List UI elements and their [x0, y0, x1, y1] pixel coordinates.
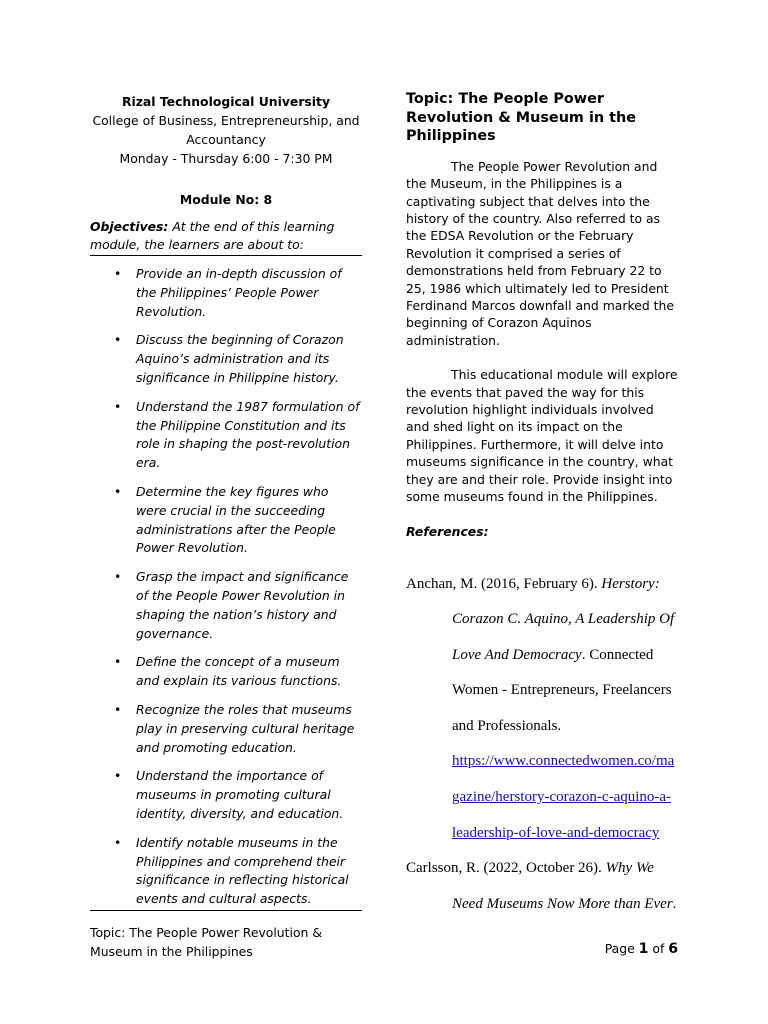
- reference-continuation: [406, 887, 678, 923]
- reference-publisher: and Professionals.: [452, 717, 562, 734]
- objective-item: [90, 767, 362, 823]
- objective-text: Determine the key figures who were crucial in the succeeding administrations after the People Power Revolution.: [136, 483, 336, 556]
- objective-text: Recognize the roles that museums play in preserving cultural heritage and promoting education.: [136, 701, 355, 755]
- intro-paragraph: The People Power Revolution and the Museum, in the Philippines is a captivating subject that delves into the history of the country. Also referred to as the EDSA Revolution or the February Revolution it comprised a series of demonstrations held from February 22 to 25, 1986 which ultimately led to President Ferdinand Marcos downfall and marked the beginning of Corazon Aquinos administration.: [406, 158, 674, 348]
- page-label: Page: [604, 941, 639, 956]
- objective-text: Understand the 1987 formulation of the Philippine Constitution and its role in shaping the post-revolution era.: [136, 398, 360, 471]
- bullet-icon: •: [114, 398, 122, 414]
- objective-text: Grasp the impact and significance of the People Power Revolution in shaping the nation’s history and governance.: [136, 569, 349, 641]
- objective-item: [90, 398, 362, 473]
- objective-item: [90, 653, 362, 691]
- reference-continuation: [406, 602, 678, 638]
- bullet-icon: •: [114, 654, 122, 670]
- topic-title: Topic: The People Power Revolution & Museum in the Philippines: [406, 91, 637, 145]
- reference-entry-2: [406, 851, 678, 922]
- bullet-icon: •: [114, 483, 122, 499]
- module-number: Module No: 8: [179, 192, 273, 207]
- reference-link[interactable]: https://www.connectedwomen.co/ma: [452, 753, 675, 770]
- current-page: 1: [638, 941, 649, 957]
- objective-item: [90, 265, 362, 321]
- bullet-icon: •: [114, 768, 122, 784]
- reference-publisher: . Connected: [581, 646, 654, 663]
- reference-continuation: [406, 780, 678, 816]
- bullet-icon: •: [114, 834, 122, 850]
- reference-title: Love And Democracy: [452, 646, 582, 663]
- bullet-icon: •: [114, 266, 122, 281]
- reference-entry-1: [406, 567, 678, 852]
- reference-title: Corazon C. Aquino, A Leadership Of: [452, 611, 675, 628]
- left-column: [90, 92, 362, 911]
- objective-item: [90, 331, 362, 387]
- university-name: Rizal Technological University: [121, 94, 331, 109]
- objective-text: Discuss the beginning of Corazon Aquino’s administration and its significance in Philippine history.: [136, 332, 344, 385]
- page-number: [605, 941, 678, 957]
- objective-item: [90, 701, 362, 757]
- objective-item: [90, 483, 362, 558]
- reference-publisher: Women - Entrepreneurs, Freelancers: [452, 682, 672, 699]
- reference-author: Anchan, M. (2016, February 6).: [406, 575, 602, 592]
- reference-title: Herstory:: [601, 575, 660, 592]
- objective-text: Identify notable museums in the Philippines and comprehend their significance in reflecting historical events and cultural aspects.: [136, 834, 349, 907]
- reference-title: Need Museums Now More than Ever: [452, 895, 673, 912]
- page-of-label: of: [648, 941, 669, 956]
- bullet-icon: •: [114, 332, 122, 348]
- objective-item: [90, 834, 362, 909]
- reference-punctuation: .: [672, 895, 677, 912]
- reference-author: Carlsson, R. (2022, October 26).: [406, 860, 606, 877]
- footer-topic: Topic: The People Power Revolution & Museum in the Philippines: [90, 925, 322, 959]
- module-overview-paragraph: This educational module will explore the events that paved the way for this revolution highlight individuals involved and shed light on its impact on the Philippines. Furthermore, it will delve into museums significance in the country, what they are and their role. Provide insight into some museums found in the Philippines.: [406, 367, 678, 505]
- reference-link[interactable]: gazine/herstory-corazon-c-aquino-a-: [452, 789, 672, 806]
- college-line-1: College of Business, Entrepreneurship, and: [92, 113, 360, 128]
- reference-continuation: [406, 638, 678, 674]
- reference-link[interactable]: leadership-of-love-and-democracy: [452, 824, 660, 841]
- objective-text: Define the concept of a museum and explain its various functions.: [136, 654, 342, 689]
- objective-text: Provide an in-depth discussion of the Philippines’ People Power Revolution.: [136, 266, 342, 319]
- bullet-icon: •: [114, 569, 122, 585]
- reference-continuation: [406, 744, 678, 780]
- right-column: [406, 90, 678, 922]
- objectives-label: Objectives:: [90, 219, 169, 234]
- class-schedule: Monday - Thursday 6:00 - 7:30 PM: [119, 151, 333, 166]
- objectives-intro-text: At the end of this learning module, the learners are about to:: [90, 219, 335, 252]
- references-heading: References:: [406, 523, 489, 539]
- document-header: [90, 92, 362, 168]
- objective-item: [90, 568, 362, 643]
- objective-text: Understand the importance of museums in promoting cultural identity, diversity, and education.: [136, 768, 344, 821]
- reference-title: Why We: [605, 860, 654, 877]
- total-pages: 6: [668, 941, 678, 957]
- bullet-icon: •: [114, 701, 122, 717]
- objectives-intro: [90, 218, 362, 256]
- objectives-list: [90, 265, 362, 911]
- reference-continuation: [406, 816, 678, 852]
- college-line-2: Accountancy: [186, 132, 266, 147]
